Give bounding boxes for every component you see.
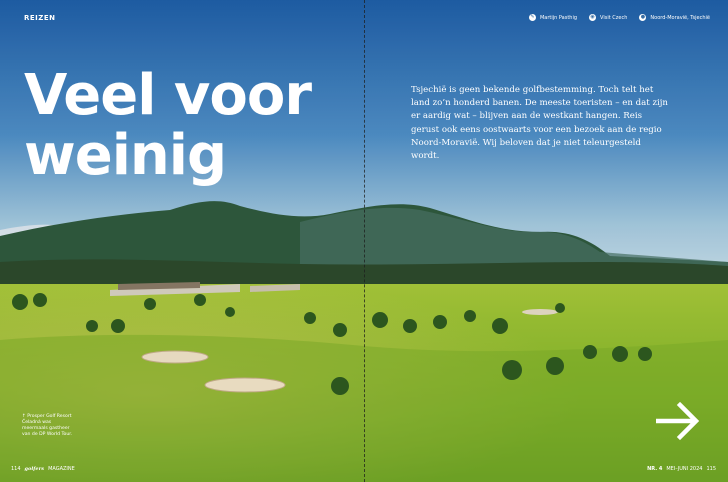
headline-line-2: weinig	[24, 123, 227, 188]
credit-author-label: Martijn Pasthig	[539, 14, 578, 21]
headline-line-1: Veel voor	[24, 63, 311, 128]
photo-caption: ↑ Prosper Golf Resort Čeladná was meermaals gastheer van de DP World Tour.	[22, 414, 73, 437]
page-number-left: 114	[11, 466, 21, 472]
camera-icon: ◉	[590, 14, 595, 20]
page-number-right: 115	[706, 466, 716, 472]
credit-location-label: Noord-Moravië, Tsjechië	[650, 14, 710, 21]
section-label: REIZEN	[24, 14, 56, 22]
issue-date: MEI–JUNI 2024	[666, 466, 703, 472]
issue-number: NR. 4	[647, 466, 663, 472]
footer-left	[11, 466, 75, 472]
intro-paragraph: Tsjechië is geen bekende golfbestemming. Toch telt het land zo’n honderd banen. De meeste toeristen – en dat zijn er aardig wat – blijven aan de westkant hangen. Reis gerust ook eens oostwaarts voor een bezoek aan de regio Noord-Moravië. Wij beloven dat je niet teleurgesteld wordt.	[411, 85, 668, 162]
magazine-suffix: MAGAZINE	[48, 466, 75, 472]
page-fold	[364, 0, 365, 482]
credit-author	[529, 14, 577, 21]
credit-photo-label: Visit Czech	[600, 14, 628, 21]
credit-photo	[589, 14, 627, 21]
credit-location	[639, 14, 710, 21]
arrow-right-icon[interactable]	[656, 400, 702, 442]
footer-right	[647, 466, 716, 472]
magazine-logo: golfers	[24, 466, 45, 472]
credits-bar	[529, 14, 710, 21]
headline	[24, 63, 311, 188]
pencil-icon: ✎	[530, 14, 535, 20]
location-pin-icon: ●	[640, 14, 646, 20]
